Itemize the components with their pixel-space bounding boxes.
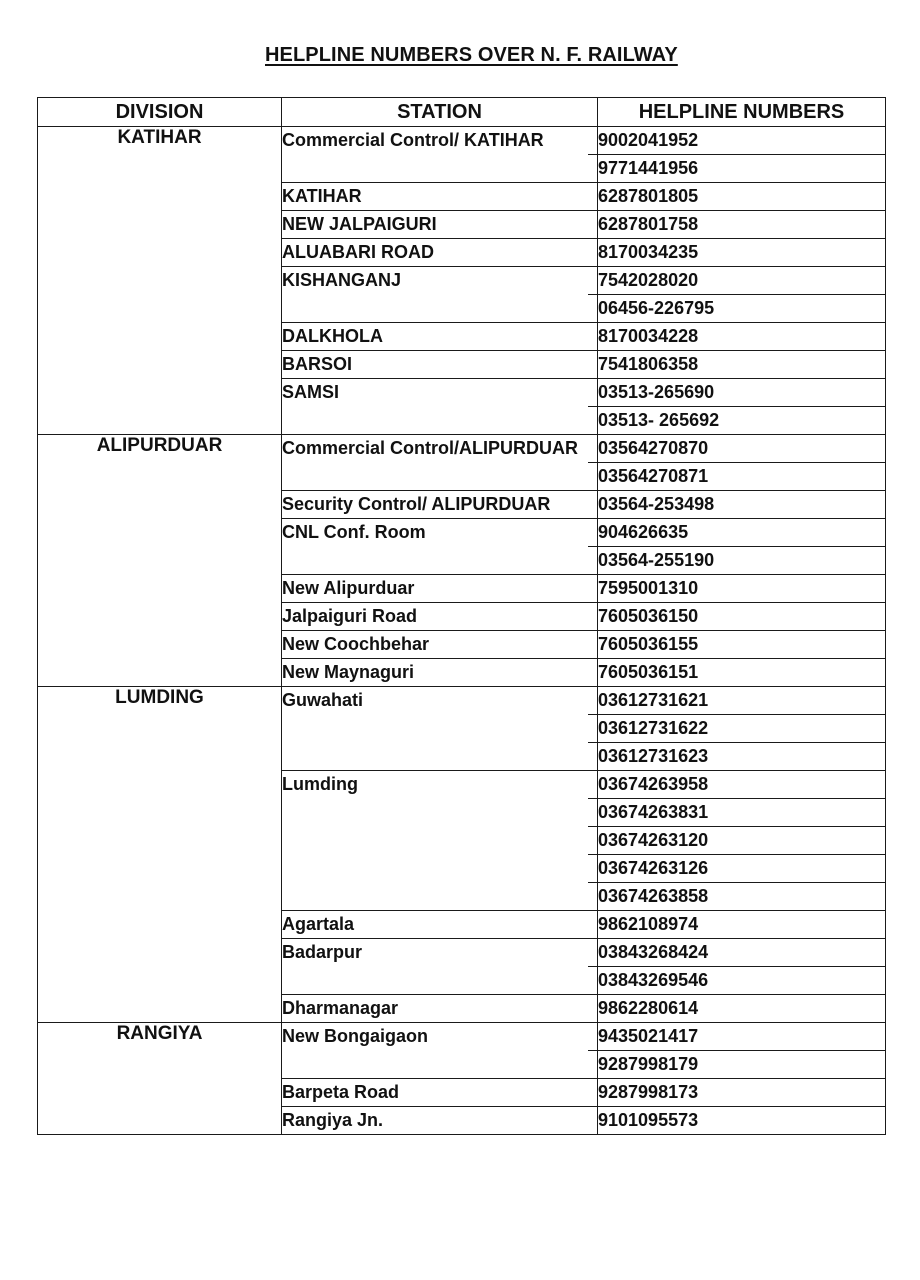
helpline-number: 9002041952: [588, 127, 885, 155]
helpline-number: 03513- 265692: [598, 410, 720, 430]
helpline-number: 03612731622: [588, 715, 885, 743]
helpline-number: 7605036150: [598, 606, 699, 626]
station-column-header: STATION: [282, 98, 598, 127]
station-name: Lumding: [282, 771, 598, 911]
division-name: KATIHAR: [38, 127, 282, 435]
helpline-number: 6287801805: [598, 186, 699, 206]
helpline-number: 03843268424: [588, 939, 885, 967]
helpline-numbers-cell: [598, 491, 886, 519]
helpline-numbers-cell: [598, 127, 886, 183]
helpline-number: 9287998179: [598, 1054, 699, 1074]
helpline-number: 7605036151: [598, 662, 699, 682]
helpline-numbers-cell: [598, 771, 886, 911]
helpline-numbers-column-header: HELPLINE NUMBERS: [598, 98, 886, 127]
helpline-numbers-cell: [598, 939, 886, 995]
helpline-number: 03612731623: [598, 746, 709, 766]
station-name: NEW JALPAIGURI: [282, 211, 598, 239]
helpline-numbers-cell: [598, 379, 886, 435]
helpline-number: 03564-253498: [598, 494, 715, 514]
helpline-table: [37, 97, 886, 1135]
helpline-numbers-cell: [598, 687, 886, 771]
station-name: Security Control/ ALIPURDUAR: [282, 491, 598, 519]
table-body: [38, 127, 886, 1135]
helpline-number: 03513-265690: [588, 379, 885, 407]
helpline-number: 03674263958: [588, 771, 885, 799]
page-title: HELPLINE NUMBERS OVER N. F. RAILWAY: [265, 44, 678, 66]
station-name: DALKHOLA: [282, 323, 598, 351]
station-name: New Alipurduar: [282, 575, 598, 603]
helpline-number: 03564-255190: [598, 550, 715, 570]
helpline-numbers-cell: [598, 659, 886, 687]
station-name: ALUABARI ROAD: [282, 239, 598, 267]
helpline-numbers-cell: [598, 435, 886, 491]
station-name: Rangiya Jn.: [282, 1107, 598, 1135]
helpline-numbers-cell: [598, 239, 886, 267]
helpline-number: 8170034235: [598, 242, 699, 262]
station-name: BARSOI: [282, 351, 598, 379]
division-name: RANGIYA: [38, 1023, 282, 1135]
helpline-numbers-cell: [598, 211, 886, 239]
helpline-number: 9435021417: [588, 1023, 885, 1051]
helpline-number: 03843269546: [598, 970, 709, 990]
division-name: LUMDING: [38, 687, 282, 1023]
helpline-number: 03674263831: [588, 799, 885, 827]
helpline-number: 9771441956: [598, 158, 699, 178]
helpline-numbers-cell: [598, 323, 886, 351]
helpline-numbers-cell: [598, 1107, 886, 1135]
station-name: KISHANGANJ: [282, 267, 598, 323]
helpline-number: 03612731621: [588, 687, 885, 715]
helpline-numbers-cell: [598, 1023, 886, 1079]
helpline-numbers-cell: [598, 603, 886, 631]
helpline-numbers-cell: [598, 911, 886, 939]
helpline-number: 03674263126: [588, 855, 885, 883]
helpline-numbers-cell: [598, 183, 886, 211]
helpline-number: 7542028020: [588, 267, 885, 295]
helpline-number: 7605036155: [598, 634, 699, 654]
station-name: Guwahati: [282, 687, 598, 771]
station-name: KATIHAR: [282, 183, 598, 211]
helpline-numbers-cell: [598, 1079, 886, 1107]
helpline-number: 7595001310: [598, 578, 699, 598]
station-name: Commercial Control/ALIPURDUAR: [282, 435, 598, 491]
helpline-numbers-cell: [598, 995, 886, 1023]
table-row: [38, 687, 886, 771]
station-name: Dharmanagar: [282, 995, 598, 1023]
station-name: New Coochbehar: [282, 631, 598, 659]
table-row: [38, 1023, 886, 1079]
helpline-numbers-cell: [598, 519, 886, 575]
station-name: CNL Conf. Room: [282, 519, 598, 575]
helpline-number: 7541806358: [598, 354, 699, 374]
helpline-numbers-cell: [598, 267, 886, 323]
helpline-number: 8170034228: [598, 326, 699, 346]
station-name: SAMSI: [282, 379, 598, 435]
table-row: [38, 435, 886, 491]
station-name: Agartala: [282, 911, 598, 939]
helpline-numbers-cell: [598, 575, 886, 603]
helpline-numbers-cell: [598, 351, 886, 379]
helpline-number: 03564270870: [588, 435, 885, 463]
helpline-number: 9101095573: [598, 1110, 699, 1130]
helpline-number: 6287801758: [598, 214, 699, 234]
station-name: New Maynaguri: [282, 659, 598, 687]
helpline-number: 03674263858: [598, 886, 709, 906]
helpline-number: 03564270871: [598, 466, 709, 486]
station-name: Commercial Control/ KATIHAR: [282, 127, 598, 183]
division-name: ALIPURDUAR: [38, 435, 282, 687]
helpline-number: 9862280614: [598, 998, 699, 1018]
station-name: Barpeta Road: [282, 1079, 598, 1107]
helpline-number: 9287998173: [598, 1082, 699, 1102]
division-column-header: DIVISION: [38, 98, 282, 127]
helpline-number: 9862108974: [598, 914, 699, 934]
table-header-row: [38, 98, 886, 127]
helpline-number: 06456-226795: [598, 298, 715, 318]
station-name: Badarpur: [282, 939, 598, 995]
helpline-number: 904626635: [588, 519, 885, 547]
station-name: New Bongaigaon: [282, 1023, 598, 1079]
station-name: Jalpaiguri Road: [282, 603, 598, 631]
helpline-numbers-cell: [598, 631, 886, 659]
helpline-number: 03674263120: [588, 827, 885, 855]
table-row: [38, 127, 886, 183]
